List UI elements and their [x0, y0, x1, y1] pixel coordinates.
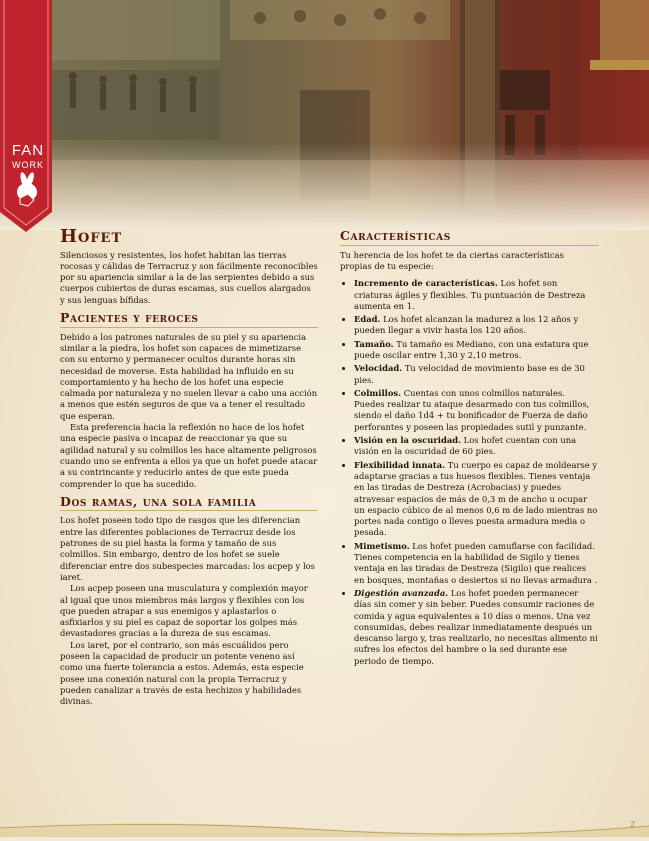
fan-work-badge: [0, 0, 56, 232]
trait-name: Colmillos.: [354, 387, 402, 398]
list-item: [354, 460, 598, 539]
page-title: Hofet: [60, 226, 123, 247]
badge-fan-label: FAN: [11, 142, 45, 159]
temple-painting-image: [0, 0, 649, 230]
left-column: [60, 226, 318, 708]
page-footer: [0, 813, 649, 837]
section-heading-dos-ramas: Dos ramas, una sola familia: [60, 494, 318, 512]
traits-intro: Tu herencia de los hofet te da ciertas características propias de tu especie:: [340, 249, 564, 271]
list-item: [354, 314, 598, 337]
badge-work-label: WORK: [12, 160, 44, 170]
trait-text: Tu cuerpo es capaz de moldearse y adaptarse gracias a tus huesos flexibles. Tienes ventaja en las tiradas de Destreza (Acrobacias) y puedes atravesar espacios de más de 0,3 m de ancho u ocupar un espacio cúbico de al menos 0,6 m de lado mientras no portes nada contigo o lleves puesta armadura media o pesada.: [354, 459, 598, 538]
trait-name: Visión en la oscuridad.: [354, 435, 462, 446]
trait-text: Tu velocidad de movimiento base es de 30 pies.: [354, 363, 585, 385]
header-artwork: [0, 0, 649, 230]
intro-paragraph: Silenciosos y resistentes, los hofet habitan las tierras rocosas y cálidas de Terracruz y son fácilmente reconocibles por su apariencia similar a la de las serpientes debido a sus cuerpos cubiertos de duras escamas, sus cuellos alargados y sus lenguas bífidas.: [60, 249, 318, 305]
list-item: [354, 541, 598, 586]
list-item: [354, 339, 598, 362]
paragraph: Los hofet poseen todo tipo de rasgos que les diferencian entre las diferentes poblaciones de Terracruz desde los patrones de su piel hasta la forma y tamaño de sus colmillos. Sin embargo, dentro de los hofet se suele diferenciar entre dos subespecies marcadas: los acpep y los iaret.: [60, 515, 315, 582]
trait-text: Los hofet pueden permanecer días sin comer y sin beber. Puedes consumir raciones de comida y agua equivalentes a 10 días o menos. Una vez consumidas, debes realizar inmediatamente después un descanso largo y, tras realizarlo, no necesitas alimento ni sufres los efectos del hambre o la sed durante ese periodo de tiempo.: [354, 587, 598, 666]
paragraph: Los acpep poseen una musculatura y complexión mayor al igual que unos miembros más largos y flexibles con los que pueden atrapar a sus enemigos y aplastarlos o asfixiarlos y su piel es capaz de soportar los golpes más devastadores gracias a la dureza de sus escamas.: [60, 583, 308, 639]
trait-name: Flexibilidad innata.: [354, 459, 446, 470]
list-item: [354, 435, 598, 458]
page-number: 2: [630, 820, 635, 829]
list-item: [354, 588, 598, 667]
trait-text: Tu tamaño es Mediano, con una estatura que puede oscilar entre 1,30 y 2,10 metros.: [354, 338, 589, 360]
section-heading-pacientes: Pacientes y feroces: [60, 310, 318, 328]
trait-name: Mimetismo.: [354, 540, 410, 551]
trait-name: Velocidad.: [354, 363, 403, 374]
trait-text: Los hofet alcanzan la madurez a los 12 años y pueden llegar a vivir hasta los 120 años.: [354, 314, 579, 336]
right-column: [340, 226, 598, 669]
section-heading-caracteristicas: Características: [340, 228, 598, 246]
list-item: [354, 278, 598, 312]
trait-text: Los hofet pueden camuflarse con facilidad. Tienes competencia en la habilidad de Sigilo y tienes ventaja en las tiradas de Destreza (Sigilo) que realices en bosques, montañas o desiertos si no llevas armadura .: [354, 540, 598, 585]
paragraph: Debido a los patrones naturales de su piel y su apariencia similar a la piedra, los hofet son capaces de mimetizarse con su entorno y permanecer ocultos durante horas sin necesidad de moverse. Esta habilidad ha influido en su comportamiento y ha hecho de los hofet una especie calmada por naturaleza y no suelen llevar a cabo una acción a menos que estén seguros de que va a tener el resultado que esperan.: [60, 331, 318, 421]
ribbon-shape: [0, 0, 56, 232]
trait-text: Los hofet son criaturas ágiles y flexibles. Tu puntuación de Destreza aumenta en 1.: [354, 278, 586, 311]
trait-name: Incremento de características.: [354, 278, 498, 289]
list-item: [354, 363, 598, 386]
traits-list: [340, 278, 598, 667]
footer-ornament: [0, 813, 649, 837]
trait-name: Tamaño.: [354, 338, 394, 349]
list-item: [354, 388, 598, 433]
paragraph: Esta preferencia hacia la reflexión no hace de los hofet una especie pasiva o incapaz de reaccionar ya que su agilidad natural y su colmillos les hace altamente peligrosos cuando uno se enfrenta a ellos ya que un hofet puede atacar a su contrincante y reducirlo antes de que este pueda comprender lo que ha sucedido.: [60, 422, 318, 489]
trait-name: Digestión avanzada.: [354, 587, 449, 598]
paragraph: Los iaret, por el contrario, son más escuálidos pero poseen la capacidad de producir un potente veneno así como una fuerte tolerancia a estos. Además, esta especie posee una conexión natural con la propia Terracruz y pueden canalizar a través de esta hechizos y habilidades divinas.: [60, 639, 304, 707]
trait-text: Cuentas con unos colmillos naturales. Puedes realizar tu ataque desarmado con tus colmillos, siendo el daño 1d4 + tu bonificador de Fuerza de daño perforantes y poseen las propiedades sutil y punzante.: [354, 387, 590, 432]
trait-name: Edad.: [354, 314, 381, 325]
trait-text: Los hofet cuentan con una visión en la oscuridad de 60 pies.: [354, 435, 577, 457]
